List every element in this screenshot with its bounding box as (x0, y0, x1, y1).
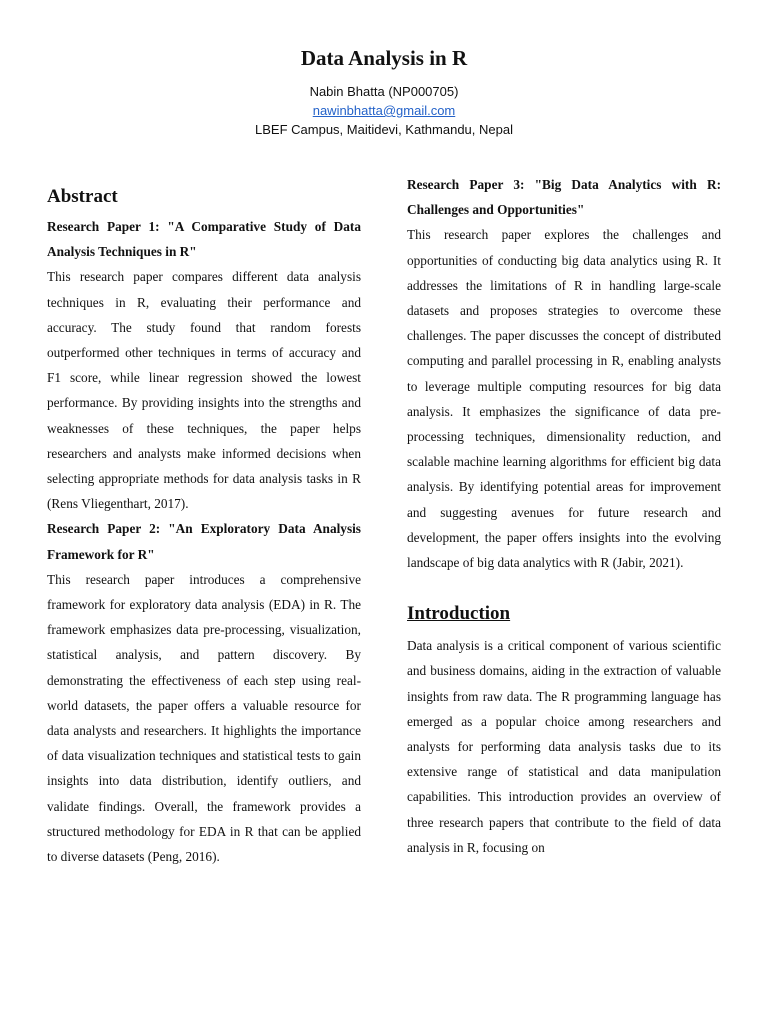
paper-header (0, 44, 768, 139)
paper1-body: This research paper compares different data analysis techniques in R, evaluating their performance and accuracy. The study found that random forests outperformed other techniques in terms of accuracy and F1 score, while linear regression showed the lowest performance. By providing insights into the strengths and weaknesses of these techniques, the paper helps researchers and analysts make informed decisions when selecting appropriate methods for data analysis tasks in R (Rens Vliegenthart, 2017). (47, 269, 361, 512)
paper2-title: Research Paper 2: "An Exploratory Data Analysis Framework for R" (47, 521, 361, 562)
paper3-body: This research paper explores the challenges and opportunities of conducting big data analytics using R. It addresses the limitations of R in handling large-scale datasets and proposes strategies to overcome these challenges. The paper discusses the concept of distributed computing and parallel processing in R, enabling analysts to leverage multiple computing resources for big data analysis. It emphasizes the significance of data pre-processing techniques, dimensionality reduction, and scalable machine learning algorithms for efficient big data analysis. By identifying potential areas for improvement and suggesting avenues for future research and development, the paper offers insights into the evolving landscape of big data analytics with R (Jabir, 2021). (407, 227, 721, 571)
left-column (47, 184, 361, 869)
author-line: Nabin Bhatta (NP000705) (309, 84, 459, 99)
paper3-title: Research Paper 3: "Big Data Analytics with R: Challenges and Opportunities" (407, 177, 721, 218)
introduction-heading: Introduction (407, 603, 511, 625)
paper-title: Data Analysis in R (300, 46, 468, 70)
introduction-body: Data analysis is a critical component of various scientific and business domains, aiding in the extraction of valuable insights from raw data. The R programming language has emerged as a popular choice among researchers and analysts for performing data analysis tasks due to its extensive range of statistical and data manipulation capabilities. This introduction provides an overview of three research papers that contribute to the field of data analysis in R, focusing on (407, 638, 721, 855)
paper1-title: Research Paper 1: "A Comparative Study of Data Analysis Techniques in R" (47, 219, 361, 260)
right-column (407, 172, 721, 860)
author-email-link[interactable]: nawinbhatta@gmail.com (312, 103, 456, 118)
paper2-body: This research paper introduces a comprehensive framework for exploratory data analysis (EDA) in R. The framework emphasizes data pre-processing, visualization, statistical analysis, and pattern discovery. By demonstrating the effectiveness of each step using real-world datasets, the paper offers a valuable resource for data analysts and researchers. It highlights the importance of data visualization techniques and statistical tests to gain insights into data distribution, identify outliers, and validate findings. Overall, the framework provides a structured methodology for EDA in R that can be applied to diverse datasets (Peng, 2016). (47, 571, 361, 865)
abstract-heading: Abstract (47, 186, 118, 207)
affiliation-line: LBEF Campus, Maitidevi, Kathmandu, Nepal (255, 122, 513, 137)
